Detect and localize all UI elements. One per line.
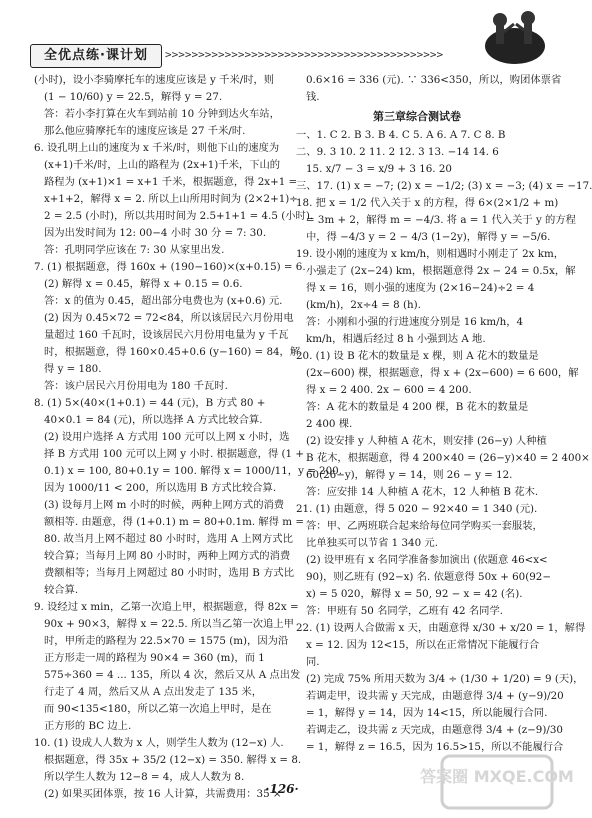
- text-line: (x+1)千米/时，上山的路程为 (2x+1)千米，下山的: [44, 159, 281, 171]
- text-line: 答：甲、乙两班联合起来给每位同学购买一套服装，: [306, 520, 543, 532]
- text-line: 那么他应骑摩托车的速度应该是 27 千米/时.: [44, 125, 246, 137]
- text-line: x = 12. 因为 12<15，所以在正常情况下能履行合: [306, 639, 540, 651]
- text-line: 较合算；当每月上网 80 小时时，两种上网方式的消费: [44, 550, 291, 562]
- text-line: 额相等. 由题意，得 (1+0.1) m = 80+0.1m. 解得 m =: [44, 516, 304, 528]
- text-line: 而 90<135<180，所以乙第一次追上甲时，是在: [44, 703, 272, 715]
- text-line: (2) 设用户选择 A 方式用 100 元可以上网 x 小时，选: [44, 431, 290, 443]
- text-line: (2) 设甲班有 x 名同学准备参加演出 (依题意 46<x<: [306, 554, 548, 566]
- text-line: x+1+2，解得 x = 2. 所以上山所用时间为 (2×2+1)÷: [44, 193, 298, 205]
- text-line: 因为 1000/11 < 200，所以选用 B 方式比较合算.: [44, 482, 277, 494]
- text-line: 正方形走一周的路程为 90×4 = 360 (m)，而 1: [44, 652, 265, 664]
- text-line: 90x + 90×3，解得 x = 22.5. 所以当乙第一次追上甲: [44, 618, 294, 630]
- text-line: 二、9. 3 10. 2 11. 2 12. 3 13. −14 14. 6: [296, 146, 499, 158]
- text-line: 费额相等；当每月上网超过 80 小时时，选用 B 方式比: [44, 567, 294, 579]
- text-line: 18. 把 x = 1/2 代入关于 x 的方程，得 6×(2×1/2 + m): [296, 197, 559, 209]
- text-line: 8. (1) 5×(40×(1+0.1) = 44 (元)，B 方式 80 +: [34, 397, 266, 409]
- text-line: 22. (1) 设两人合做需 x 天，由题意得 x/30 + x/20 = 1，解得: [296, 622, 586, 634]
- text-line: 得 y = 180.: [44, 363, 102, 375]
- section-title: 第三章综合测试卷: [373, 110, 461, 123]
- text-line: 时，根据题意，得 160×0.45+0.6 (y−160) = 84，解: [44, 346, 301, 358]
- text-line: 量超过 160 千瓦时，设该居民六月份用电量为 y 千瓦: [44, 329, 289, 341]
- text-line: = 3m + 2，解得 m = −4/3. 将 a = 1 代入关于 y 的方程: [306, 214, 576, 226]
- text-line: 答：若小李打算在火车到站前 10 分钟到达火车站，: [44, 108, 280, 120]
- page-number: ·126·: [265, 782, 299, 796]
- text-line: km/h，相遇后经过 8 h 小强到达 A 地.: [306, 333, 486, 345]
- text-line: 答：应安排 14 人种植 A 花木，12 人种植 B 花木.: [306, 486, 539, 498]
- text-line: 40×0.1 = 84 (元)，所以选择 A 方式比较合算.: [44, 414, 263, 426]
- text-line: 21. (1) 由题意，得 5 020 − 92×40 = 1 340 (元).: [296, 503, 538, 515]
- text-line: 575÷360 = 4 ... 135，所以 4 次，然后又从 A 点出发: [44, 669, 301, 681]
- text-line: = 1，解得 y = 14，因为 14<15，所以能履行合同.: [306, 707, 548, 719]
- text-line: 2 400 棵.: [306, 418, 353, 430]
- page-header: [0, 0, 563, 70]
- text-line: 90)，则乙班有 (92−x) 名. 依题意得 50x + 60(92−: [306, 571, 551, 583]
- text-line: 择 B 方式用 100 元可以上网 y 小时. 根据题意，得 (1 +: [44, 448, 305, 460]
- text-line: 答：x 的值为 0.45，超出部分电费也为 (x+0.6) 元.: [44, 295, 283, 307]
- text-line: 2 = 2.5 (小时)，所以共用时间为 2.5+1+1 = 4.5 (小时).: [44, 210, 314, 222]
- watermark-logo-icon: [420, 752, 574, 812]
- text-line: 路程为 (x+1)×1 = x+1 千米，根据题意，得 2x+1 =: [44, 176, 298, 188]
- text-line: 较合算.: [44, 584, 79, 596]
- text-line: 一、1. C 2. B 3. B 4. C 5. A 6. A 7. C 8. B: [296, 129, 506, 141]
- right-column: [296, 72, 592, 756]
- text-line: 20. (1) 设 B 花木的数量是 x 棵，则 A 花木的数量是: [296, 350, 539, 362]
- text-line: 60(26−y)，解得 y = 14，则 26 − y = 12.: [306, 469, 513, 481]
- text-line: 6. 设孔明上山的速度为 x 千米/时，则他下山的速度为: [34, 142, 280, 154]
- text-line: 比单独买可以节省 1 340 元.: [306, 537, 438, 549]
- text-line: (2) 设安排 y 人种植 A 花木，则安排 (26−y) 人种植: [306, 435, 547, 447]
- watermark-text: 答案圈 MXQE.COM: [420, 767, 574, 786]
- mascot-figures-icon: [480, 6, 550, 68]
- header-arrow-strip: >>>>>>>>>>>>>>>>>>>>>>>>>>>>>>>>>>>>>>>>>>: [165, 48, 444, 61]
- text-line: 得 x = 2 400. 2x − 600 = 4 200.: [306, 384, 472, 396]
- text-line: 10. (1) 设成人人数为 x 人，则学生人数为 (12−x) 人.: [34, 737, 284, 749]
- text-line: 15. x/7 − 3 = x/9 + 3 16. 20: [306, 163, 452, 175]
- text-line: x) = 5 020，解得 x = 50, 92 − x = 42 (名).: [306, 588, 523, 600]
- text-line: (2x−600) 棵，根据题意，得 x + (2x−600) = 6 600，解: [306, 367, 579, 379]
- text-line: 答：A 花木的数量是 4 200 棵，B 花木的数量是: [306, 401, 529, 413]
- text-line: B 花木，根据题意，得 4 200×40 = (26−y)×40 = 2 400×: [306, 452, 590, 464]
- text-line: 0.1) x = 100, 80+0.1y = 100. 解得 x = 1000/11，y = 200.: [44, 465, 342, 477]
- text-line: 正方形的 BC 边上.: [44, 720, 132, 732]
- text-line: 三、17. (1) x = −7; (2) x = −1/2; (3) x = −3; (4) x = −17.: [296, 180, 592, 192]
- text-line: 行走了 4 周，然后又从 A 点出发走了 135 米，: [44, 686, 263, 698]
- text-line: (2) 解得 x = 0.45，解得 x + 0.15 = 0.6.: [44, 278, 243, 290]
- text-line: (2) 因为 0.45×72 = 72<84，所以该居民六月份用电: [44, 312, 294, 324]
- text-line: 9. 设经过 x min，乙第一次追上甲，根据题意，得 82x =: [34, 601, 299, 613]
- text-line: 7. (1) 根据题意，得 160x + (190−160)×(x+0.15) = 6.: [34, 261, 306, 273]
- text-line: (km/h)，2x÷4 = 8 (h).: [306, 299, 421, 311]
- text-line: 0.6×16 = 336 (元). ∵ 336<350，所以，购团体票省: [306, 74, 562, 86]
- text-line: 得 x = 16，则小强的速度为 (2×16−24)÷2 = 4: [306, 282, 535, 294]
- text-line: 答：该户居民六月份用电为 180 千瓦时.: [44, 380, 228, 392]
- text-line: 80. 故当月上网不超过 80 小时时，选用 A 上网方式比: [44, 533, 293, 545]
- text-line: 所以学生人数为 12−8 = 4，成人人数为 8.: [44, 771, 245, 783]
- text-line: (2) 完成 75% 所用天数为 3/4 ÷ (1/30 + 1/20) = 9 (天)，: [306, 673, 584, 685]
- text-line: 若调走乙，设共需 z 天完成，由题意得 3/4 + (z−9)/30: [306, 724, 563, 736]
- text-line: 小强走了 (2x−24) km，根据题意得 2x − 24 = 0.5x，解: [306, 265, 576, 277]
- text-line: 中，得 −4/3 y = 2 − 4/3 (1−2y)，解得 y = −5/6.: [306, 231, 551, 243]
- text-line: 根据题意，得 35x + 35/2 (12−x) = 350. 解得 x = 8.: [44, 754, 302, 766]
- text-line: 时，甲所走的路程为 22.5×70 = 1575 (m)，因为沿: [44, 635, 289, 647]
- text-line: (3) 设每月上网 m 小时的时候，两种上网方式的消费: [44, 499, 285, 511]
- text-line: 19. 设小刚的速度为 x km/h，则相遇时小刚走了 2x km，: [296, 248, 565, 260]
- text-line: 答：甲班有 50 名同学，乙班有 42 名同学.: [306, 605, 504, 617]
- text-line: (2) 如果买团体票，按 16 人计算，共需费用：35 ×: [44, 788, 282, 800]
- text-line: (1 − 10/60) y = 22.5，解得 y = 27.: [44, 91, 223, 103]
- text-line: 钱.: [306, 91, 320, 103]
- text-line: (小时)，设小李骑摩托车的速度应该是 y 千米/时，则: [34, 74, 275, 86]
- brand-title: 全优点练·课计划: [30, 44, 162, 68]
- text-line: 同.: [306, 656, 320, 668]
- text-line: 答：孔明同学应该在 7: 30 从家里出发.: [44, 244, 225, 256]
- text-line: = 1，解得 z = 16.5，因为 16.5>15，所以不能履行合: [306, 741, 564, 753]
- text-line: 答：小刚和小强的行进速度分别是 16 km/h，4: [306, 316, 524, 328]
- text-line: 因为出发时间为 12: 00−4 小时 30 分 = 7: 30.: [44, 227, 267, 239]
- text-line: 若调走甲，设共需 y 天完成，由题意得 3/4 + (y−9)/20: [306, 690, 564, 702]
